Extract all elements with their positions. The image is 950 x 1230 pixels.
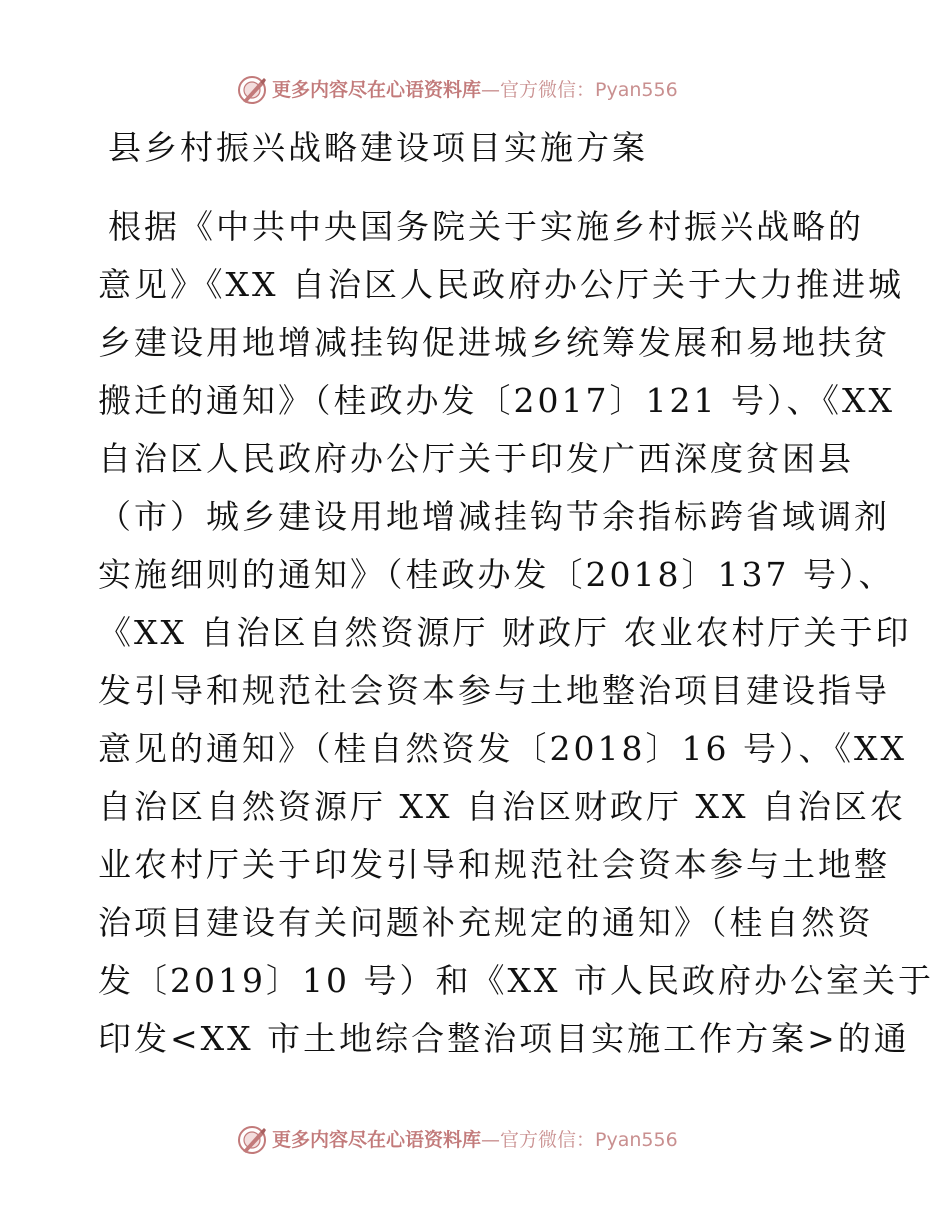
watermark-wechat: 官方微信：Pyan556	[500, 79, 678, 101]
body-line: 意见》《XX 自治区人民政府办公厅关于大力推进城	[98, 265, 904, 304]
watermark-text	[272, 1123, 678, 1157]
body-line: 意见的通知》（桂自然资发〔2018〕16 号）、《XX	[98, 729, 907, 768]
body-line: 乡建设用地增减挂钩促进城乡统筹发展和易地扶贫	[98, 323, 890, 362]
document-body	[98, 198, 934, 1068]
pen-logo-icon	[236, 74, 268, 106]
pen-logo-icon	[236, 1124, 268, 1156]
header-watermark-banner	[236, 73, 716, 107]
body-line: （市）城乡建设用地增减挂钩节余指标跨省域调剂	[98, 497, 890, 536]
body-line: 实施细则的通知》（桂政办发〔2018〕137 号）、	[98, 555, 895, 594]
body-line: 治项目建设有关问题补充规定的通知》（桂自然资	[98, 903, 874, 942]
watermark-highlight: 更多内容尽在心语资料库	[272, 1129, 482, 1151]
body-line: 印发<XX 市土地综合整治项目实施工作方案>的通	[98, 1019, 910, 1058]
watermark-separator: —	[481, 1129, 501, 1151]
body-line: 业农村厅关于印发引导和规范社会资本参与土地整	[98, 845, 890, 884]
footer-watermark-banner	[236, 1123, 716, 1157]
watermark-text	[272, 73, 678, 107]
watermark-wechat: 官方微信：Pyan556	[500, 1129, 678, 1151]
body-line: 自治区自然资源厅 XX 自治区财政厅 XX 自治区农	[98, 787, 906, 826]
watermark-highlight: 更多内容尽在心语资料库	[272, 79, 482, 101]
document-title: 县乡村振兴战略建设项目实施方案	[108, 128, 648, 167]
body-line: 根据《中共中央国务院关于实施乡村振兴战略的	[108, 207, 864, 246]
body-line: 发引导和规范社会资本参与土地整治项目建设指导	[98, 671, 890, 710]
body-line: 搬迁的通知》（桂政办发〔2017〕121 号）、《XX	[98, 381, 895, 420]
body-line: 自治区人民政府办公厅关于印发广西深度贫困县	[98, 439, 854, 478]
body-line: 《XX 自治区自然资源厅 财政厅 农业农村厅关于印	[98, 613, 912, 652]
body-line: 发〔2019〕10 号）和《XX 市人民政府办公室关于	[98, 961, 934, 1000]
watermark-separator: —	[481, 79, 501, 101]
